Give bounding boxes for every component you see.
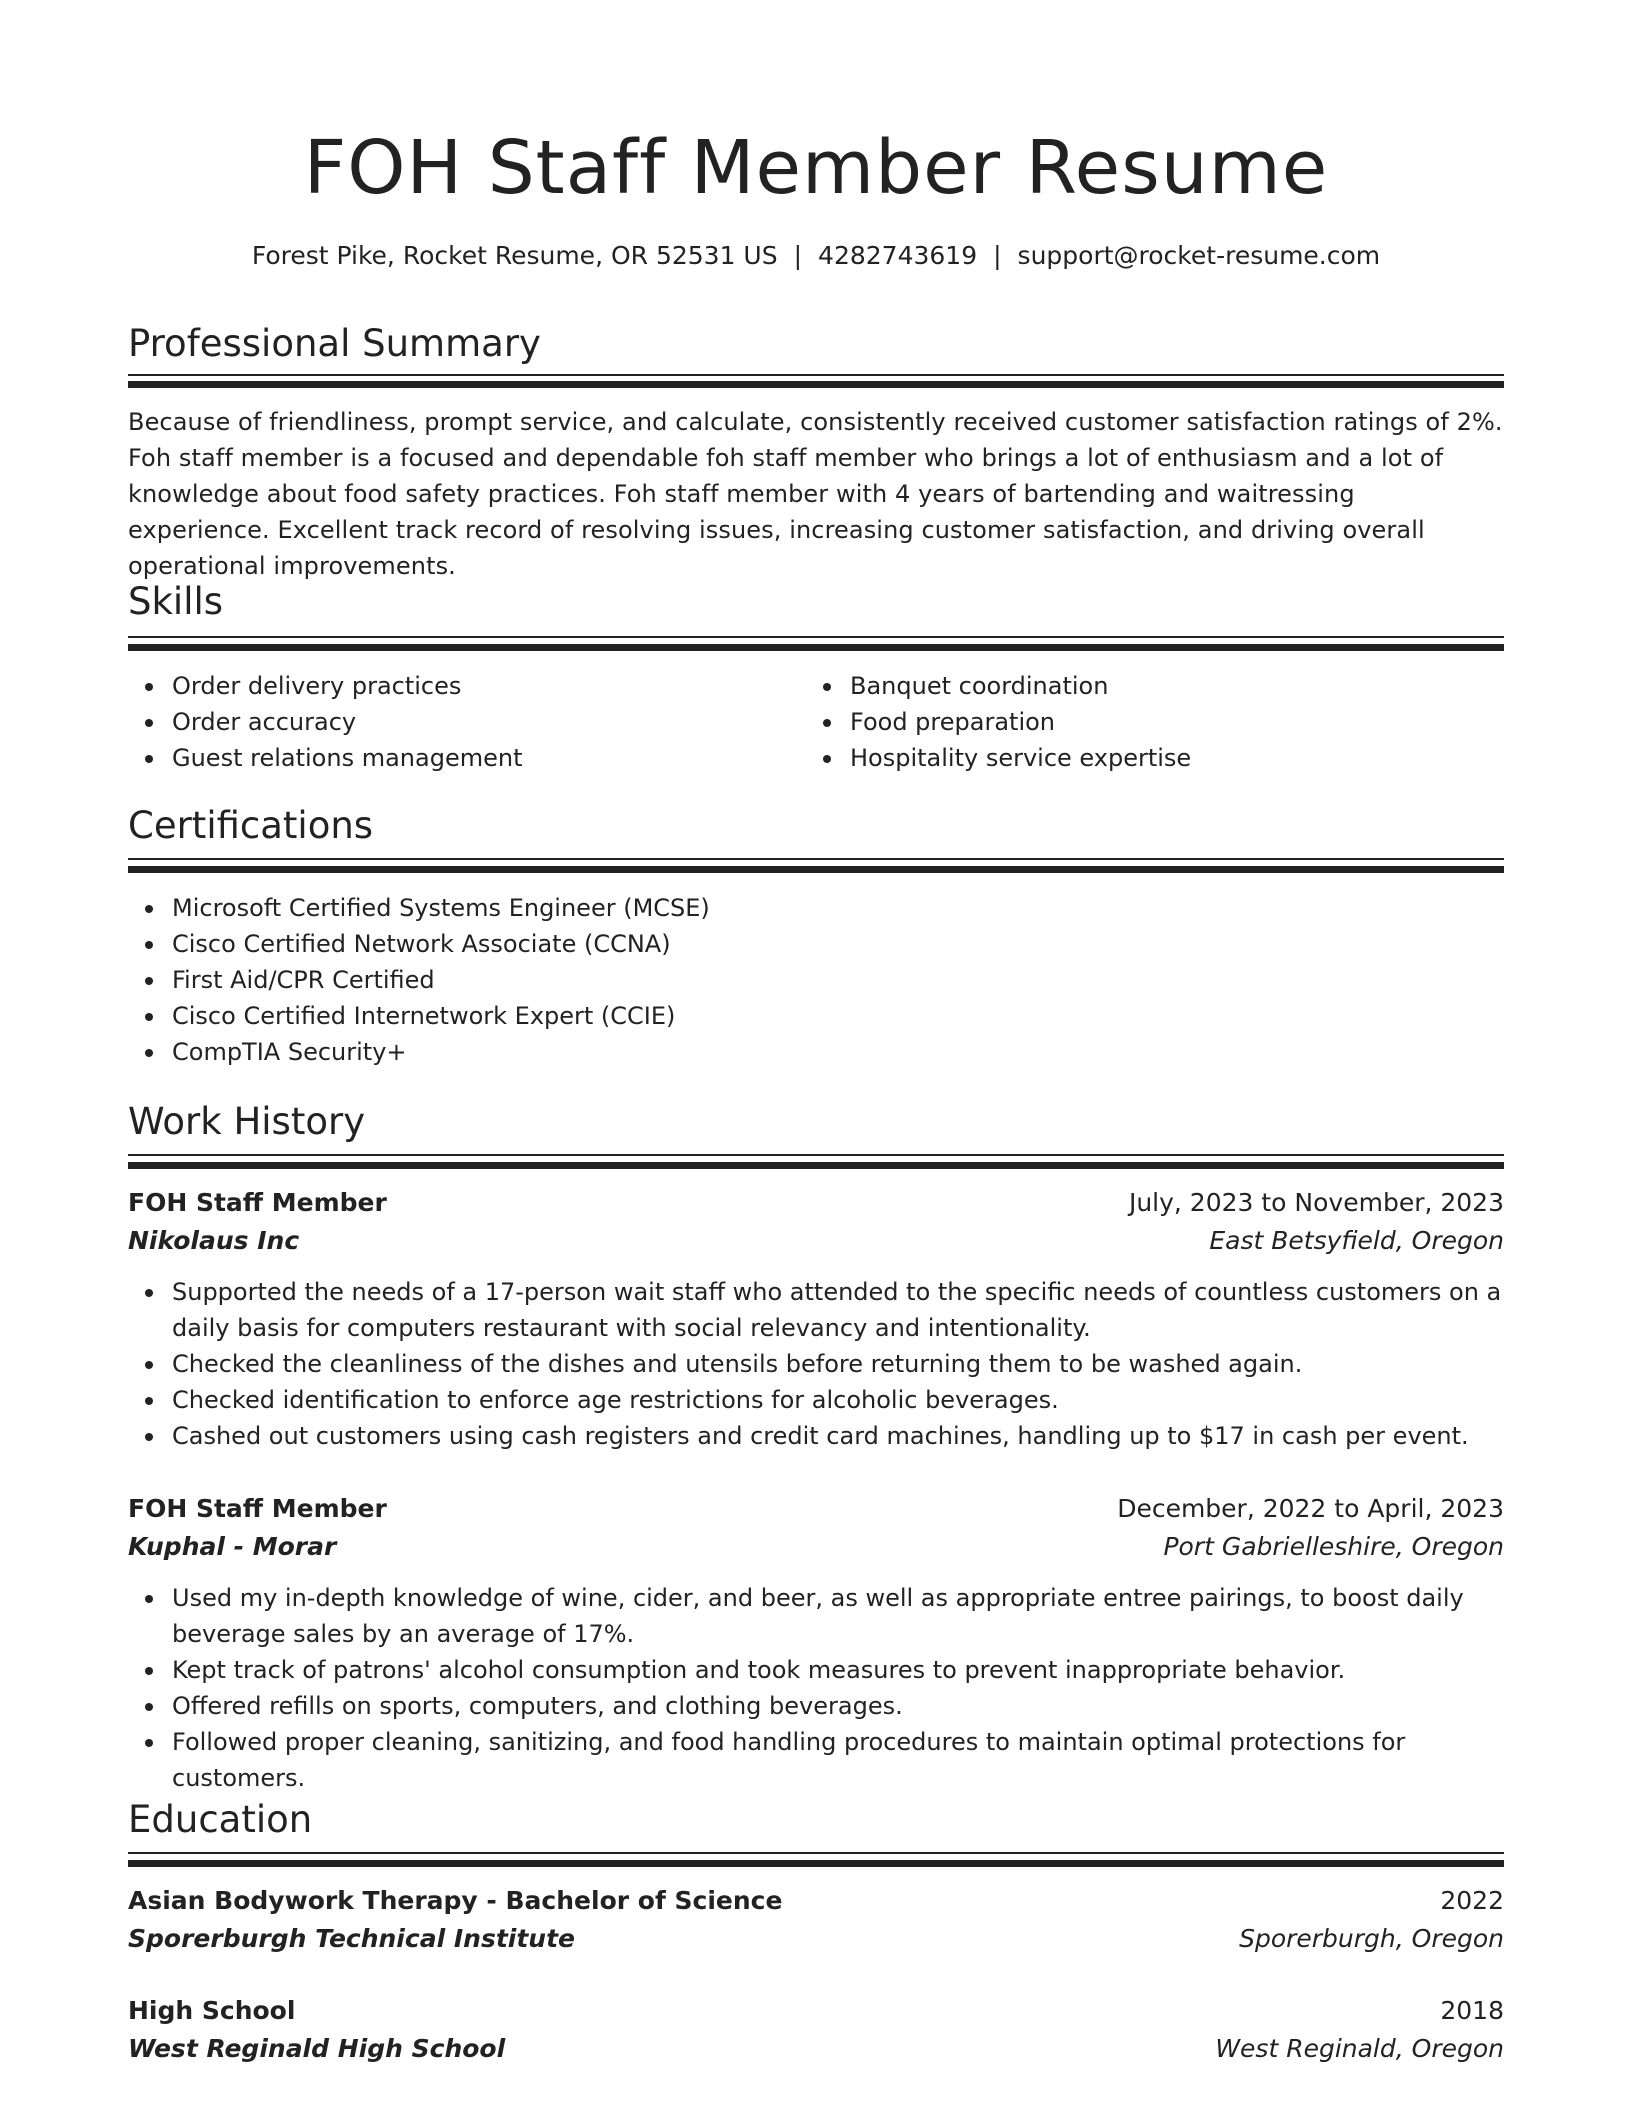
job-company: Kuphal - Morar <box>128 1532 337 1561</box>
education-year: 2018 <box>1440 1996 1504 2025</box>
job-title: FOH Staff Member <box>128 1188 387 1217</box>
contact-line <box>128 238 1504 274</box>
skill-item: Order delivery practices <box>128 668 806 704</box>
education-degree: Asian Bodywork Therapy - Bachelor of Science <box>128 1886 783 1915</box>
job-location: East Betsyfield, Oregon <box>1209 1226 1504 1255</box>
skills-list-right <box>806 668 1484 776</box>
contact-email: support@rocket-resume.com <box>1017 241 1381 270</box>
job-header-row <box>128 1490 1504 1528</box>
section-divider <box>128 644 1504 651</box>
education-school-row <box>128 2030 1504 2068</box>
section-divider <box>128 858 1504 860</box>
education-header-row <box>128 1882 1504 1920</box>
job-company-row <box>128 1222 1504 1260</box>
job-entry <box>128 1184 1504 1454</box>
section-divider <box>128 381 1504 388</box>
education-location: Sporerburgh, Oregon <box>1239 1924 1504 1953</box>
certification-item: CompTIA Security+ <box>128 1034 1504 1070</box>
skills-section <box>128 576 1504 772</box>
contact-separator: | <box>993 241 1002 270</box>
skill-item: Order accuracy <box>128 704 806 740</box>
skill-item: Guest relations management <box>128 740 806 776</box>
summary-section <box>128 318 1504 580</box>
skills-columns <box>128 668 1504 776</box>
section-divider <box>128 1154 1504 1156</box>
job-company: Nikolaus Inc <box>128 1226 300 1255</box>
skill-item: Hospitality service expertise <box>806 740 1484 776</box>
certification-item: Cisco Certified Network Associate (CCNA) <box>128 926 1504 962</box>
education-header-row <box>128 1992 1504 2030</box>
job-bullet: Offered refills on sports, computers, and clothing beverages. <box>128 1688 1504 1724</box>
education-degree: High School <box>128 1996 296 2025</box>
job-bullet: Followed proper cleaning, sanitizing, and food handling procedures to maintain optimal protections for customers. <box>128 1724 1504 1796</box>
job-bullet: Checked identification to enforce age restrictions for alcoholic beverages. <box>128 1382 1504 1418</box>
education-year: 2022 <box>1440 1886 1504 1915</box>
section-divider <box>128 636 1504 638</box>
job-company-row <box>128 1528 1504 1566</box>
job-bullet: Checked the cleanliness of the dishes and utensils before returning them to be washed again. <box>128 1346 1504 1382</box>
skills-list-left <box>128 668 806 776</box>
section-divider <box>128 1852 1504 1854</box>
job-bullet: Kept track of patrons' alcohol consumption and took measures to prevent inappropriate behavior. <box>128 1652 1504 1688</box>
job-header-row <box>128 1184 1504 1222</box>
section-divider <box>128 1162 1504 1169</box>
job-bullet: Supported the needs of a 17-person wait staff who attended to the specific needs of countless customers on a daily basis for computers restaurant with social relevancy and intentionality. <box>128 1274 1504 1346</box>
skill-item: Banquet coordination <box>806 668 1484 704</box>
summary-text: Because of friendliness, prompt service, and calculate, consistently received customer satisfaction ratings of 2%. Foh staff member is a focused and dependable foh staff member who brings a lot of enthusiasm and a lot of knowledge about food safety practices. Foh staff member with 4 years of bartending and waitressing experience. Excellent track record of resolving issues, increasing customer satisfaction, and driving overall operational improvements. <box>128 408 1503 580</box>
job-dates: December, 2022 to April, 2023 <box>1117 1494 1504 1523</box>
job-bullet: Used my in-depth knowledge of wine, cider, and beer, as well as appropriate entree pairings, to boost daily beverage sales by an average of 17%. <box>128 1580 1504 1652</box>
education-entry <box>128 1882 1504 1958</box>
contact-phone: 4282743619 <box>818 241 978 270</box>
certification-item: Cisco Certified Internetwork Expert (CCIE) <box>128 998 1504 1034</box>
work-history-heading: Work History <box>128 1100 366 1143</box>
education-location: West Reginald, Oregon <box>1215 2034 1504 2063</box>
education-school: Sporerburgh Technical Institute <box>128 1924 575 1953</box>
job-entry <box>128 1490 1504 1796</box>
section-divider <box>128 374 1504 376</box>
certifications-list <box>128 890 1504 1070</box>
certifications-heading: Certifications <box>128 804 374 847</box>
job-bullets <box>128 1580 1504 1796</box>
job-location: Port Gabrielleshire, Oregon <box>1163 1532 1504 1561</box>
job-title: FOH Staff Member <box>128 1494 387 1523</box>
resume-title: FOH Staff Member Resume <box>303 125 1329 211</box>
skills-heading: Skills <box>128 580 224 623</box>
certification-item: First Aid/CPR Certified <box>128 962 1504 998</box>
education-school: West Reginald High School <box>128 2034 506 2063</box>
job-bullets <box>128 1274 1504 1454</box>
job-bullet: Cashed out customers using cash registers and credit card machines, handling up to $17 in cash per event. <box>128 1418 1504 1454</box>
education-entry <box>128 1992 1504 2068</box>
certification-item: Microsoft Certified Systems Engineer (MCSE) <box>128 890 1504 926</box>
section-divider <box>128 866 1504 873</box>
skill-item: Food preparation <box>806 704 1484 740</box>
education-section <box>128 1794 1504 2063</box>
education-heading: Education <box>128 1798 313 1841</box>
contact-separator: | <box>793 241 803 270</box>
section-divider <box>128 1860 1504 1867</box>
education-school-row <box>128 1920 1504 1958</box>
certifications-section <box>128 800 1504 1066</box>
summary-heading: Professional Summary <box>128 322 541 365</box>
job-dates: July, 2023 to November, 2023 <box>1128 1188 1504 1217</box>
contact-address: Forest Pike, Rocket Resume, OR 52531 US <box>251 241 778 270</box>
work-history-section <box>128 1096 1504 1792</box>
